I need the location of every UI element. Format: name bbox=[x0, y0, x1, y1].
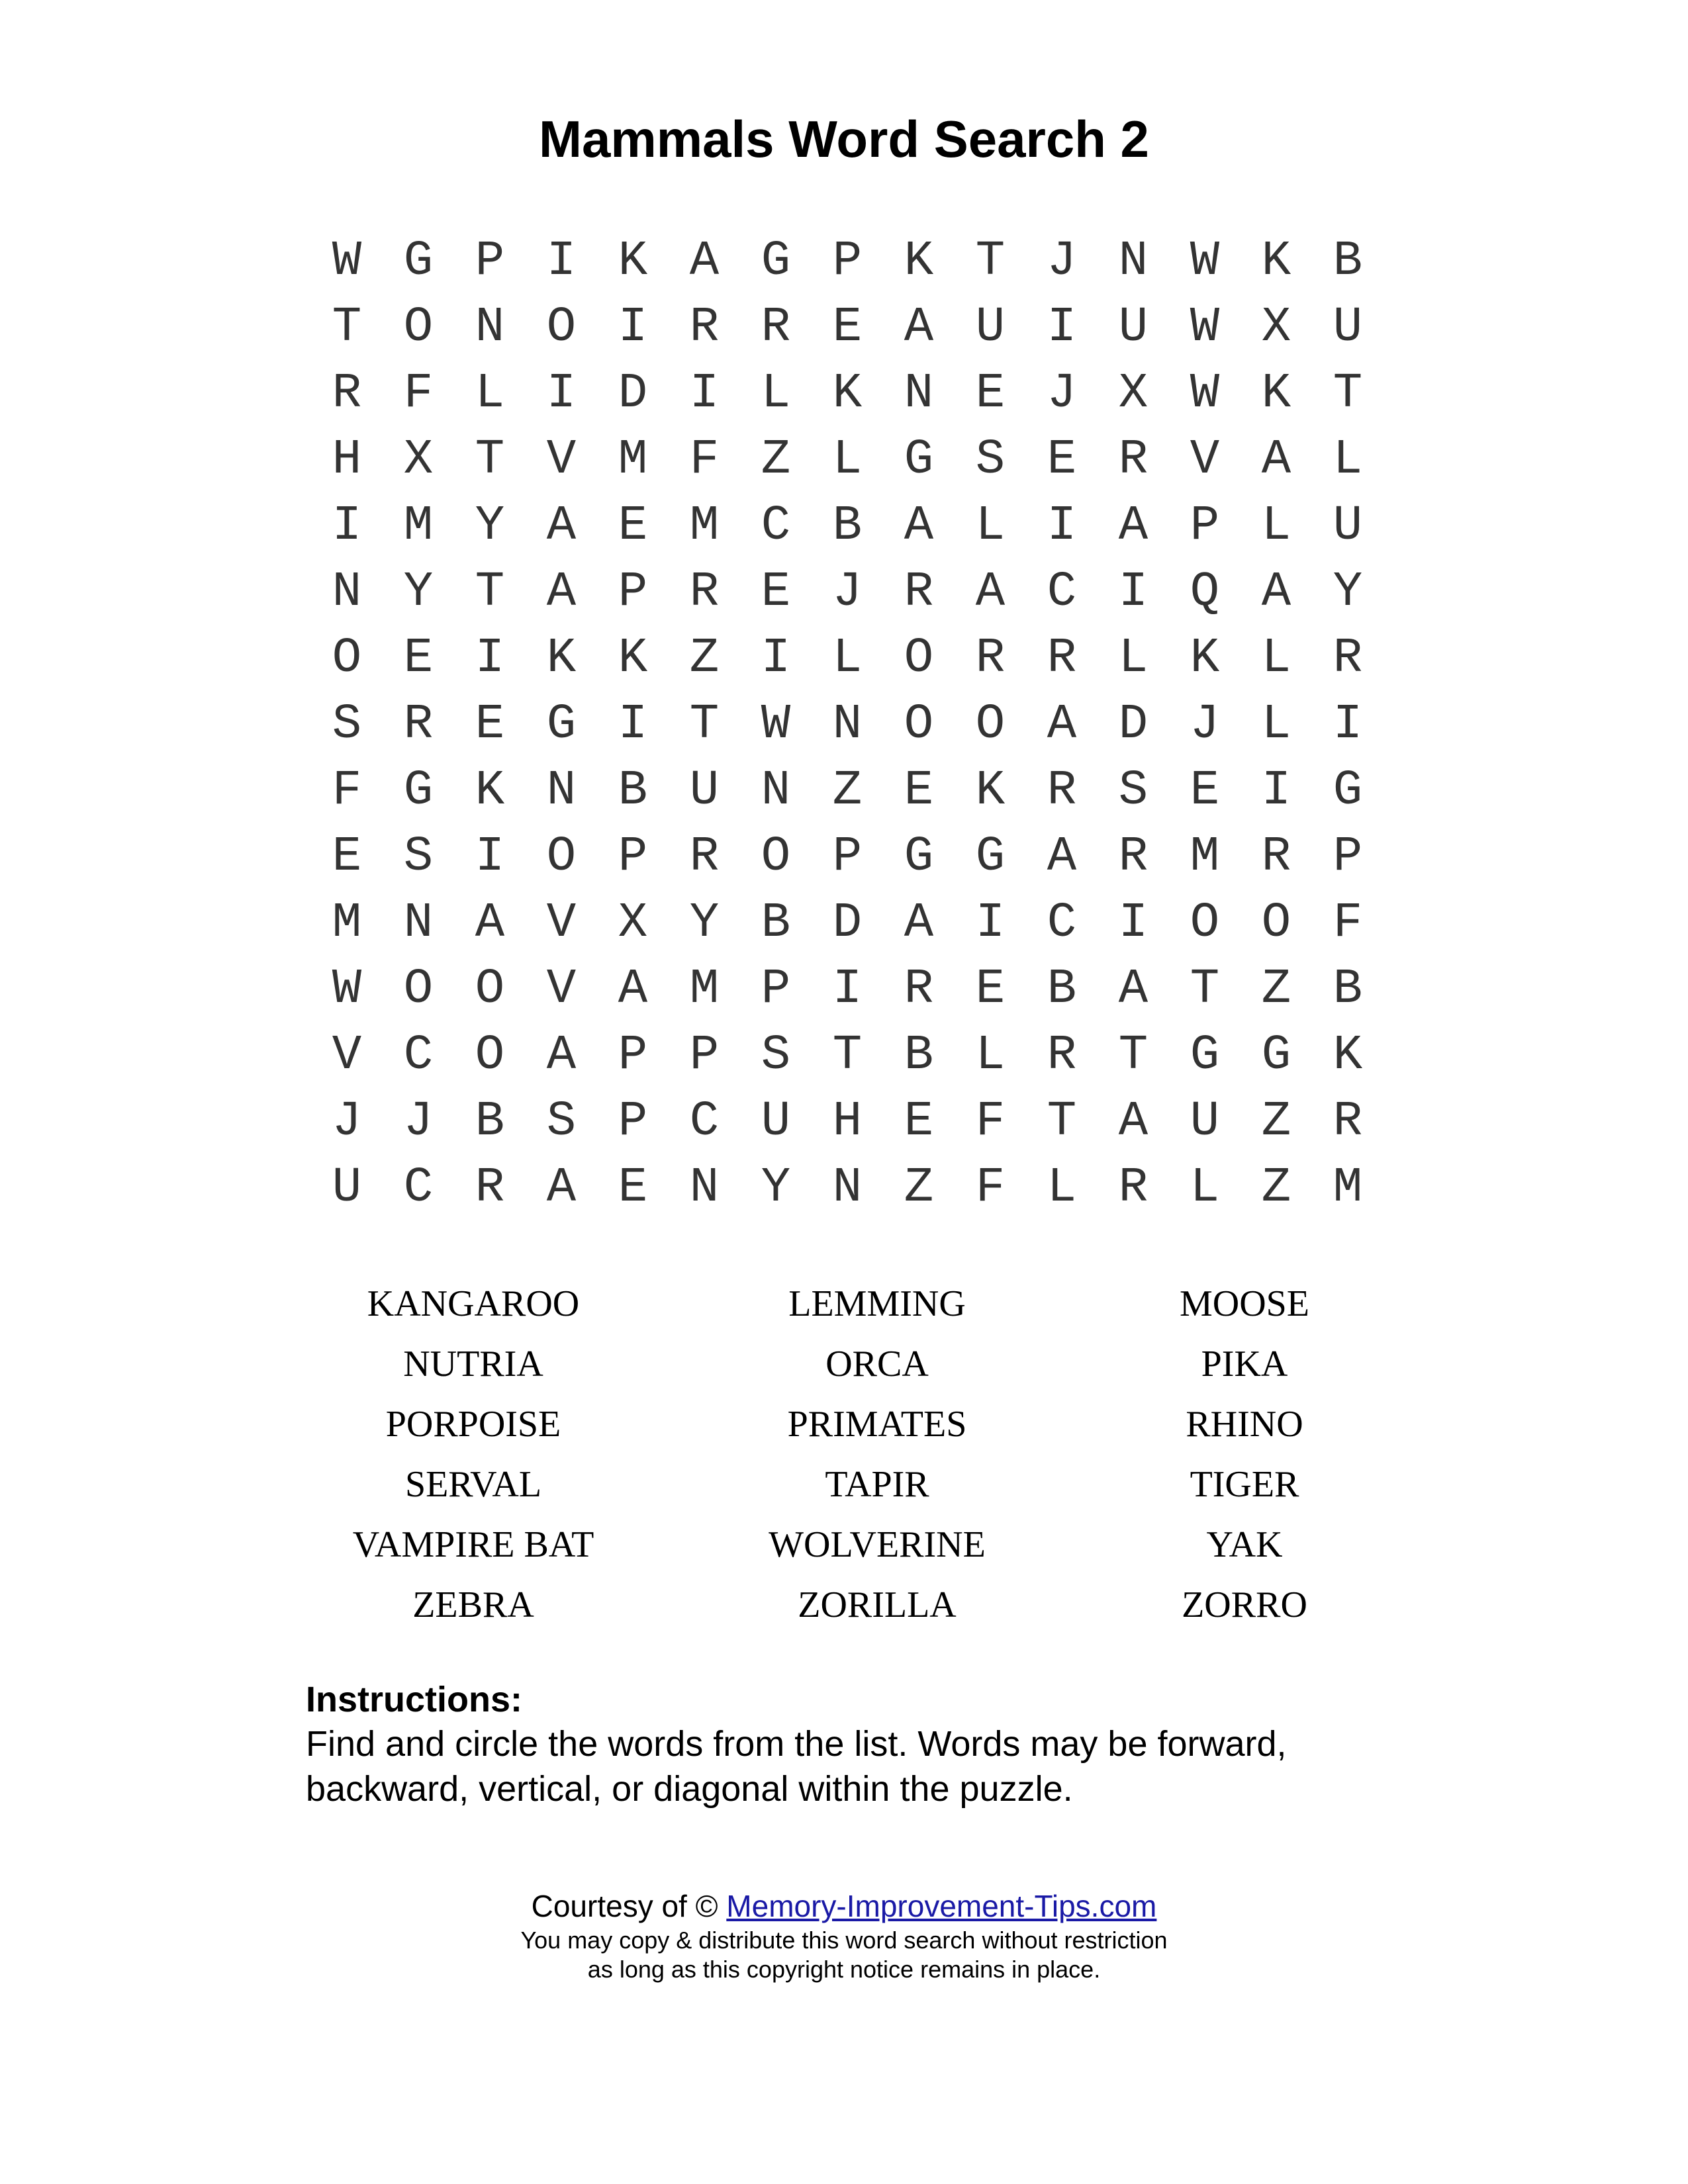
grid-letter: V bbox=[1190, 432, 1220, 488]
grid-letter: E bbox=[618, 1160, 648, 1216]
grid-letter: H bbox=[832, 1094, 863, 1150]
grid-letter: F bbox=[403, 366, 434, 422]
grid-letter: O bbox=[403, 300, 434, 355]
grid-letter: A bbox=[618, 962, 648, 1017]
grid-letter: P bbox=[618, 1028, 648, 1083]
grid-letter: A bbox=[689, 234, 720, 289]
grid-letter: R bbox=[904, 962, 934, 1017]
grid-letter: B bbox=[618, 763, 648, 819]
grid-letter: I bbox=[475, 829, 505, 885]
grid-letter: K bbox=[975, 763, 1006, 819]
word-list bbox=[265, 1274, 1417, 1635]
grid-letter: G bbox=[904, 829, 934, 885]
grid-letter: A bbox=[546, 498, 577, 554]
grid-letter: G bbox=[975, 829, 1006, 885]
grid-letter: I bbox=[475, 631, 505, 686]
grid-letter: R bbox=[1047, 1028, 1077, 1083]
grid-letter: K bbox=[475, 763, 505, 819]
word-list-item: TAPIR bbox=[825, 1464, 929, 1505]
grid-letter: G bbox=[403, 234, 434, 289]
copyright-notice-line-1: You may copy & distribute this word search without restriction bbox=[520, 1927, 1168, 1954]
grid-letter: I bbox=[1047, 498, 1077, 554]
grid-letter: O bbox=[1261, 895, 1291, 951]
grid-letter: W bbox=[1190, 366, 1220, 422]
grid-letter: R bbox=[332, 366, 362, 422]
grid-letter: D bbox=[1118, 697, 1149, 752]
word-list-item: RHINO bbox=[1186, 1404, 1303, 1445]
grid-letter: I bbox=[546, 234, 577, 289]
word-list-item: ORCA bbox=[825, 1343, 929, 1385]
grid-letter: T bbox=[689, 697, 720, 752]
site-link[interactable]: Memory-Improvement-Tips.com bbox=[726, 1889, 1157, 1923]
grid-letter: N bbox=[904, 366, 934, 422]
grid-letter: N bbox=[332, 565, 362, 620]
grid-letter: V bbox=[332, 1028, 362, 1083]
word-list-item: PORPOISE bbox=[385, 1404, 561, 1445]
grid-letter: A bbox=[1118, 962, 1149, 1017]
grid-letter: Y bbox=[475, 498, 505, 554]
grid-letter: O bbox=[1190, 895, 1220, 951]
grid-letter: K bbox=[832, 366, 863, 422]
grid-letter: G bbox=[1190, 1028, 1220, 1083]
word-list-item: WOLVERINE bbox=[769, 1524, 986, 1565]
grid-letter: I bbox=[332, 498, 362, 554]
grid-letter: W bbox=[332, 962, 362, 1017]
grid-letter: M bbox=[689, 962, 720, 1017]
word-list-item: LEMMING bbox=[788, 1283, 966, 1324]
page-title: Mammals Word Search 2 bbox=[539, 110, 1149, 168]
grid-letter: C bbox=[1047, 565, 1077, 620]
instructions-line-2: backward, vertical, or diagonal within the puzzle. bbox=[306, 1769, 1073, 1809]
word-list-item: ZORILLA bbox=[798, 1584, 957, 1625]
grid-letter: O bbox=[403, 962, 434, 1017]
grid-letter: S bbox=[546, 1094, 577, 1150]
grid-letter: Z bbox=[904, 1160, 934, 1216]
grid-letter: W bbox=[761, 697, 791, 752]
grid-letter: O bbox=[332, 631, 362, 686]
grid-letter: J bbox=[1190, 697, 1220, 752]
grid-letter: S bbox=[332, 697, 362, 752]
grid-letter: J bbox=[1047, 366, 1077, 422]
grid-letter: A bbox=[1118, 1094, 1149, 1150]
grid-letter: P bbox=[618, 1094, 648, 1150]
grid-letter: N bbox=[832, 697, 863, 752]
grid-letter: C bbox=[689, 1094, 720, 1150]
grid-letter: B bbox=[1047, 962, 1077, 1017]
grid-letter: L bbox=[1047, 1160, 1077, 1216]
grid-letter: R bbox=[1333, 1094, 1363, 1150]
grid-letter: N bbox=[761, 763, 791, 819]
instructions-heading: Instructions: bbox=[306, 1680, 523, 1719]
grid-letter: F bbox=[332, 763, 362, 819]
grid-letter: B bbox=[1333, 234, 1363, 289]
grid-letter: Z bbox=[832, 763, 863, 819]
grid-letter: L bbox=[761, 366, 791, 422]
word-list-item: VAMPIRE BAT bbox=[352, 1524, 594, 1565]
grid-letter: T bbox=[475, 565, 505, 620]
grid-letter: E bbox=[1047, 432, 1077, 488]
grid-letter: P bbox=[618, 565, 648, 620]
grid-letter: K bbox=[546, 631, 577, 686]
grid-letter: M bbox=[403, 498, 434, 554]
grid-letter: E bbox=[618, 498, 648, 554]
grid-letter: W bbox=[1190, 234, 1220, 289]
grid-letter: E bbox=[975, 962, 1006, 1017]
grid-letter: B bbox=[761, 895, 791, 951]
grid-letter: L bbox=[1261, 498, 1291, 554]
grid-letter: K bbox=[1261, 366, 1291, 422]
grid-letter: C bbox=[1047, 895, 1077, 951]
grid-letter: T bbox=[1118, 1028, 1149, 1083]
grid-letter: R bbox=[1118, 432, 1149, 488]
word-list-item: ZEBRA bbox=[412, 1584, 534, 1625]
grid-letter: A bbox=[1261, 432, 1291, 488]
grid-letter: U bbox=[761, 1094, 791, 1150]
grid-letter: U bbox=[332, 1160, 362, 1216]
grid-letter: T bbox=[1047, 1094, 1077, 1150]
grid-letter: G bbox=[1333, 763, 1363, 819]
grid-letter: U bbox=[1333, 300, 1363, 355]
grid-letter: E bbox=[475, 697, 505, 752]
grid-letter: M bbox=[332, 895, 362, 951]
word-list-item: NUTRIA bbox=[403, 1343, 543, 1385]
grid-letter: L bbox=[1261, 631, 1291, 686]
grid-letter: I bbox=[689, 366, 720, 422]
grid-letter: S bbox=[403, 829, 434, 885]
copyright-notice-line-2: as long as this copyright notice remains in place. bbox=[587, 1956, 1101, 1983]
grid-letter: O bbox=[546, 300, 577, 355]
grid-letter: P bbox=[475, 234, 505, 289]
grid-letter: I bbox=[975, 895, 1006, 951]
grid-letter: R bbox=[1047, 763, 1077, 819]
grid-letter: M bbox=[1333, 1160, 1363, 1216]
grid-letter: R bbox=[1333, 631, 1363, 686]
grid-letter: T bbox=[475, 432, 505, 488]
grid-letter: L bbox=[1118, 631, 1149, 686]
grid-letter: L bbox=[1190, 1160, 1220, 1216]
grid-letter: K bbox=[1333, 1028, 1363, 1083]
grid-letter: Y bbox=[689, 895, 720, 951]
grid-letter: K bbox=[618, 631, 648, 686]
grid-letter: A bbox=[1261, 565, 1291, 620]
word-list-item: PIKA bbox=[1201, 1343, 1288, 1385]
grid-letter: S bbox=[975, 432, 1006, 488]
grid-letter: L bbox=[832, 631, 863, 686]
grid-letter: S bbox=[761, 1028, 791, 1083]
word-list-item: SERVAL bbox=[404, 1464, 542, 1505]
grid-letter: E bbox=[1190, 763, 1220, 819]
grid-letter: E bbox=[904, 763, 934, 819]
grid-letter: T bbox=[975, 234, 1006, 289]
grid-letter: Z bbox=[1261, 1094, 1291, 1150]
grid-letter: N bbox=[1118, 234, 1149, 289]
grid-letter: N bbox=[403, 895, 434, 951]
grid-letter: U bbox=[1333, 498, 1363, 554]
grid-letter: R bbox=[1261, 829, 1291, 885]
grid-letter: R bbox=[475, 1160, 505, 1216]
grid-letter: E bbox=[904, 1094, 934, 1150]
grid-letter: B bbox=[1333, 962, 1363, 1017]
word-list-item: MOOSE bbox=[1179, 1283, 1310, 1324]
grid-letter: Z bbox=[1261, 962, 1291, 1017]
grid-letter: P bbox=[618, 829, 648, 885]
grid-letter: G bbox=[1261, 1028, 1291, 1083]
grid-letter: I bbox=[1261, 763, 1291, 819]
grid-letter: F bbox=[689, 432, 720, 488]
grid-letter: P bbox=[1333, 829, 1363, 885]
grid-letter: I bbox=[618, 697, 648, 752]
grid-letter: I bbox=[1333, 697, 1363, 752]
grid-letter: P bbox=[832, 234, 863, 289]
grid-letter: T bbox=[332, 300, 362, 355]
grid-letter: T bbox=[1190, 962, 1220, 1017]
grid-letter: M bbox=[1190, 829, 1220, 885]
grid-letter: I bbox=[618, 300, 648, 355]
grid-letter: A bbox=[904, 300, 934, 355]
word-list-item: KANGAROO bbox=[367, 1283, 580, 1324]
courtesy-line bbox=[0, 1886, 1688, 1926]
instructions-line-1: Find and circle the words from the list. Words may be forward, bbox=[306, 1724, 1287, 1764]
grid-letter: K bbox=[904, 234, 934, 289]
grid-letter: V bbox=[546, 432, 577, 488]
grid-letter: O bbox=[546, 829, 577, 885]
grid-letter: X bbox=[1261, 300, 1291, 355]
grid-letter: H bbox=[332, 432, 362, 488]
grid-letter: P bbox=[761, 962, 791, 1017]
grid-letter: M bbox=[689, 498, 720, 554]
grid-letter: U bbox=[975, 300, 1006, 355]
grid-letter: N bbox=[546, 763, 577, 819]
grid-letter: A bbox=[546, 1160, 577, 1216]
grid-letter: A bbox=[546, 565, 577, 620]
grid-letter: G bbox=[403, 763, 434, 819]
grid-letter: R bbox=[689, 565, 720, 620]
grid-letter: F bbox=[1333, 895, 1363, 951]
grid-letter: L bbox=[475, 366, 505, 422]
grid-letter: Z bbox=[689, 631, 720, 686]
grid-letter: I bbox=[761, 631, 791, 686]
grid-letter: K bbox=[1190, 631, 1220, 686]
word-list-item: YAK bbox=[1206, 1524, 1283, 1565]
grid-letter: X bbox=[1118, 366, 1149, 422]
grid-letter: P bbox=[832, 829, 863, 885]
grid-letter: A bbox=[1047, 829, 1077, 885]
grid-letter: B bbox=[475, 1094, 505, 1150]
grid-letter: E bbox=[332, 829, 362, 885]
grid-letter: L bbox=[1333, 432, 1363, 488]
grid-letter: J bbox=[332, 1094, 362, 1150]
grid-letter: K bbox=[1261, 234, 1291, 289]
instructions-section bbox=[306, 1678, 1431, 1811]
grid-letter: C bbox=[403, 1160, 434, 1216]
grid-letter: O bbox=[475, 1028, 505, 1083]
grid-letter: G bbox=[546, 697, 577, 752]
courtesy-prefix: Courtesy of © bbox=[531, 1889, 718, 1923]
grid-letter: D bbox=[832, 895, 863, 951]
word-list-item: TIGER bbox=[1190, 1464, 1299, 1505]
grid-letter: I bbox=[1118, 565, 1149, 620]
grid-letter: M bbox=[618, 432, 648, 488]
grid-letter: E bbox=[975, 366, 1006, 422]
grid-letter: B bbox=[904, 1028, 934, 1083]
grid-letter: A bbox=[975, 565, 1006, 620]
grid-letter: O bbox=[475, 962, 505, 1017]
grid-letter: R bbox=[1047, 631, 1077, 686]
grid-letter: A bbox=[475, 895, 505, 951]
grid-letter: D bbox=[618, 366, 648, 422]
grid-letter: A bbox=[904, 895, 934, 951]
grid-letter: C bbox=[403, 1028, 434, 1083]
grid-letter: Z bbox=[761, 432, 791, 488]
grid-letter: S bbox=[1118, 763, 1149, 819]
grid-letter: Y bbox=[1333, 565, 1363, 620]
word-search-grid bbox=[311, 228, 1383, 1221]
grid-letter: L bbox=[1261, 697, 1291, 752]
grid-letter: J bbox=[403, 1094, 434, 1150]
footer bbox=[0, 1886, 1688, 1984]
grid-letter: F bbox=[975, 1160, 1006, 1216]
grid-letter: G bbox=[904, 432, 934, 488]
grid-letter: U bbox=[1190, 1094, 1220, 1150]
grid-letter: I bbox=[832, 962, 863, 1017]
grid-letter: A bbox=[546, 1028, 577, 1083]
grid-letter: B bbox=[832, 498, 863, 554]
grid-letter: O bbox=[904, 697, 934, 752]
grid-letter: N bbox=[832, 1160, 863, 1216]
grid-letter: Y bbox=[761, 1160, 791, 1216]
grid-letter: T bbox=[832, 1028, 863, 1083]
grid-letter: V bbox=[546, 962, 577, 1017]
grid-letter: U bbox=[1118, 300, 1149, 355]
grid-letter: R bbox=[689, 300, 720, 355]
grid-letter: O bbox=[975, 697, 1006, 752]
grid-letter: I bbox=[1118, 895, 1149, 951]
grid-letter: P bbox=[1190, 498, 1220, 554]
grid-letter: E bbox=[761, 565, 791, 620]
grid-letter: I bbox=[1047, 300, 1077, 355]
grid-letter: A bbox=[904, 498, 934, 554]
grid-letter: O bbox=[761, 829, 791, 885]
grid-letter: Y bbox=[403, 565, 434, 620]
grid-letter: T bbox=[1333, 366, 1363, 422]
grid-letter: L bbox=[832, 432, 863, 488]
grid-letter: R bbox=[904, 565, 934, 620]
grid-letter: V bbox=[546, 895, 577, 951]
grid-letter: A bbox=[1118, 498, 1149, 554]
word-list-item: PRIMATES bbox=[787, 1404, 967, 1445]
grid-letter: Q bbox=[1190, 565, 1220, 620]
grid-letter: X bbox=[403, 432, 434, 488]
grid-letter: W bbox=[332, 234, 362, 289]
grid-letter: R bbox=[1118, 1160, 1149, 1216]
word-list-item: ZORRO bbox=[1182, 1584, 1307, 1625]
grid-letter: P bbox=[689, 1028, 720, 1083]
grid-letter: E bbox=[403, 631, 434, 686]
grid-letter: R bbox=[403, 697, 434, 752]
grid-letter: Z bbox=[1261, 1160, 1291, 1216]
grid-letter: C bbox=[761, 498, 791, 554]
grid-letter: R bbox=[689, 829, 720, 885]
grid-letter: X bbox=[618, 895, 648, 951]
grid-letter: K bbox=[618, 234, 648, 289]
grid-letter: F bbox=[975, 1094, 1006, 1150]
grid-letter: L bbox=[975, 1028, 1006, 1083]
grid-letter: A bbox=[1047, 697, 1077, 752]
grid-letter: R bbox=[1118, 829, 1149, 885]
grid-letter: N bbox=[475, 300, 505, 355]
grid-letter: U bbox=[689, 763, 720, 819]
grid-letter: L bbox=[975, 498, 1006, 554]
grid-letter: J bbox=[832, 565, 863, 620]
grid-letter: G bbox=[761, 234, 791, 289]
grid-letter: N bbox=[689, 1160, 720, 1216]
grid-letter: I bbox=[546, 366, 577, 422]
grid-letter: R bbox=[761, 300, 791, 355]
grid-letter: W bbox=[1190, 300, 1220, 355]
grid-letter: J bbox=[1047, 234, 1077, 289]
grid-letter: E bbox=[832, 300, 863, 355]
grid-letter: R bbox=[975, 631, 1006, 686]
grid-letter: O bbox=[904, 631, 934, 686]
